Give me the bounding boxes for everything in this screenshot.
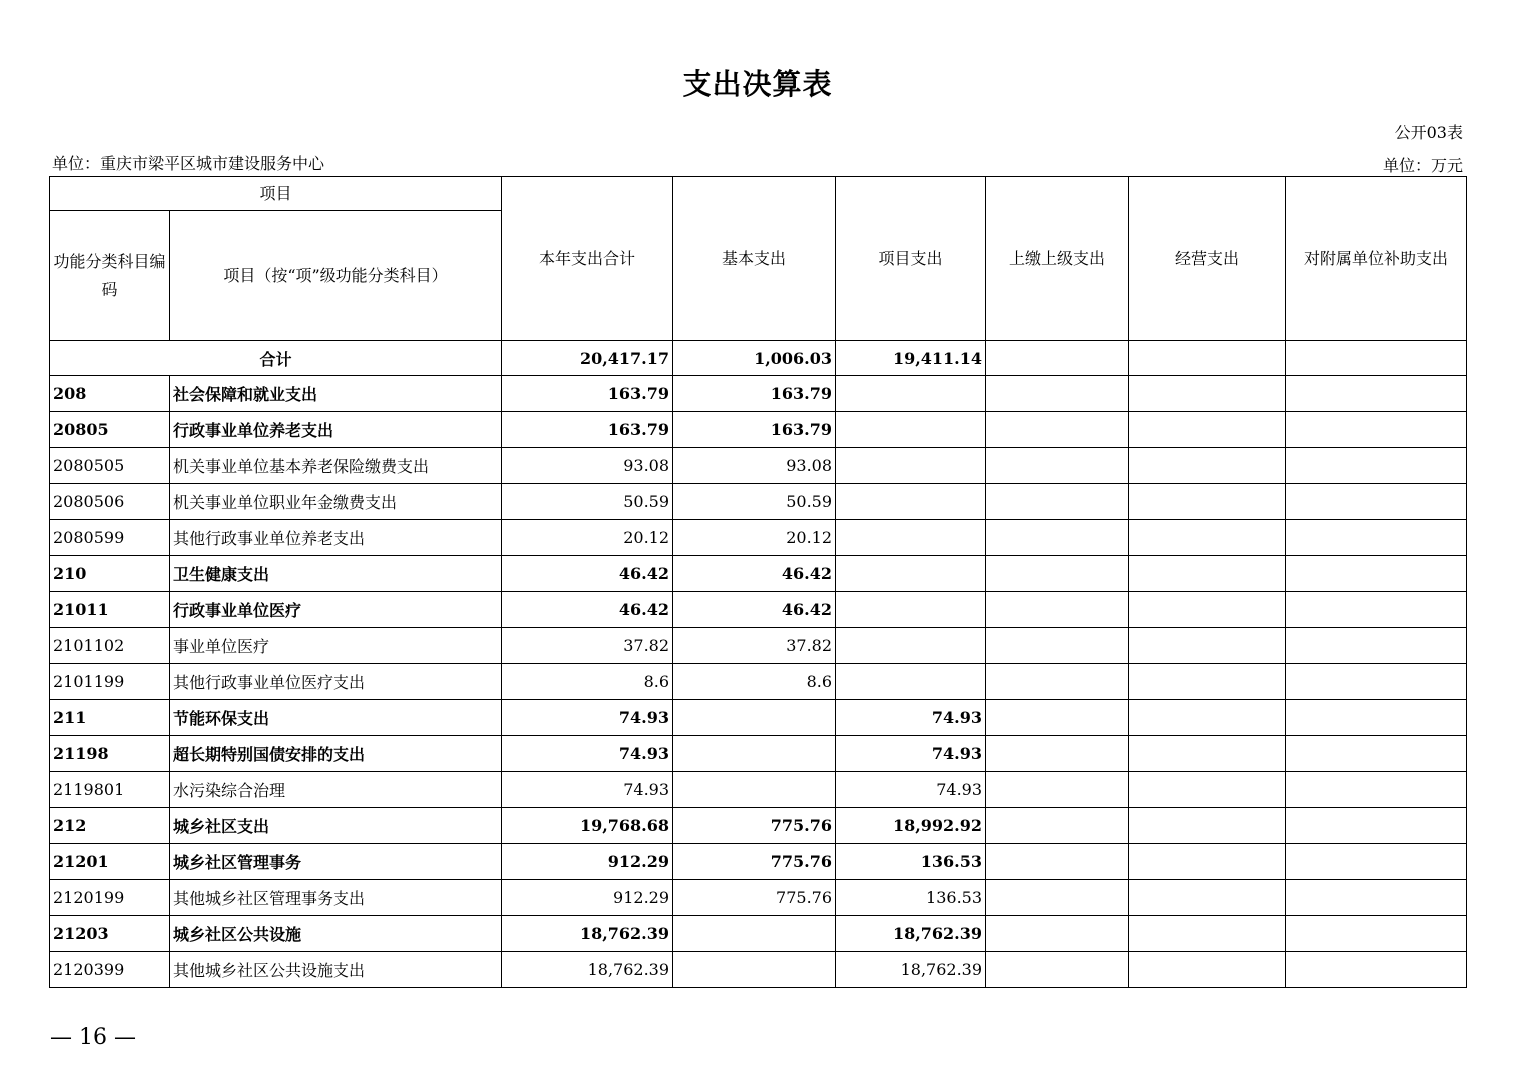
row-superior [986,520,1129,556]
row-project: 18,992.92 [836,808,986,844]
row-superior [986,484,1129,520]
row-superior [986,664,1129,700]
header-subsidiary: 对附属单位补助支出 [1286,177,1467,341]
row-name: 城乡社区支出 [170,808,502,844]
row-business [1129,844,1286,880]
total-project: 19,411.14 [836,341,986,376]
table-row [50,556,1467,592]
table-row [50,952,1467,988]
row-total: 74.93 [502,700,673,736]
row-name: 行政事业单位医疗 [170,592,502,628]
row-subsidiary [1286,376,1467,412]
row-business [1129,808,1286,844]
total-superior [986,341,1129,376]
row-subsidiary [1286,448,1467,484]
row-basic: 20.12 [673,520,836,556]
row-basic: 46.42 [673,592,836,628]
row-code: 2101199 [50,664,170,700]
row-project [836,412,986,448]
row-basic: 775.76 [673,844,836,880]
row-total: 163.79 [502,412,673,448]
row-name: 其他城乡社区公共设施支出 [170,952,502,988]
total-total: 20,417.17 [502,341,673,376]
row-total: 50.59 [502,484,673,520]
table-row [50,376,1467,412]
row-business [1129,628,1286,664]
row-basic: 46.42 [673,556,836,592]
row-project [836,484,986,520]
row-name: 城乡社区管理事务 [170,844,502,880]
row-code: 2119801 [50,772,170,808]
row-project: 18,762.39 [836,916,986,952]
row-name: 其他城乡社区管理事务支出 [170,880,502,916]
row-subsidiary [1286,772,1467,808]
row-code: 21011 [50,592,170,628]
row-basic [673,916,836,952]
row-code: 210 [50,556,170,592]
row-superior [986,880,1129,916]
row-superior [986,592,1129,628]
total-row [50,341,1467,376]
row-name: 其他行政事业单位养老支出 [170,520,502,556]
row-basic [673,952,836,988]
row-subsidiary [1286,952,1467,988]
header-project: 项目 [50,177,502,211]
row-subsidiary [1286,520,1467,556]
table-row [50,772,1467,808]
table-row [50,736,1467,772]
row-superior [986,556,1129,592]
row-total: 18,762.39 [502,916,673,952]
row-name: 机关事业单位基本养老保险缴费支出 [170,448,502,484]
row-business [1129,952,1286,988]
row-code: 211 [50,700,170,736]
row-code: 2101102 [50,628,170,664]
row-business [1129,592,1286,628]
table-row [50,628,1467,664]
header-project-expenditure: 项目支出 [836,177,986,341]
row-total: 912.29 [502,844,673,880]
unit-currency: 单位：万元 [1382,156,1463,175]
total-basic: 1,006.03 [673,341,836,376]
form-number: 公开03表 [1394,123,1463,142]
table-row [50,448,1467,484]
unit-organization: 单位：重庆市梁平区城市建设服务中心 [52,154,325,173]
row-basic: 163.79 [673,376,836,412]
row-name: 超长期特别国债安排的支出 [170,736,502,772]
row-basic: 8.6 [673,664,836,700]
row-total: 912.29 [502,880,673,916]
row-total: 74.93 [502,772,673,808]
row-code: 208 [50,376,170,412]
row-basic: 50.59 [673,484,836,520]
row-project: 136.53 [836,880,986,916]
row-code: 2080505 [50,448,170,484]
row-basic: 163.79 [673,412,836,448]
header-basic: 基本支出 [673,177,836,341]
header-business: 经营支出 [1129,177,1286,341]
row-name: 水污染综合治理 [170,772,502,808]
table-row [50,664,1467,700]
row-subsidiary [1286,412,1467,448]
row-project [836,376,986,412]
row-basic: 775.76 [673,808,836,844]
table-row [50,484,1467,520]
row-project: 74.93 [836,772,986,808]
row-subsidiary [1286,556,1467,592]
row-business [1129,484,1286,520]
table-row [50,916,1467,952]
row-subsidiary [1286,592,1467,628]
row-name: 社会保障和就业支出 [170,376,502,412]
row-subsidiary [1286,664,1467,700]
table-row [50,412,1467,448]
row-superior [986,772,1129,808]
table-row [50,520,1467,556]
row-subsidiary [1286,880,1467,916]
row-superior [986,628,1129,664]
row-total: 163.79 [502,376,673,412]
row-code: 21203 [50,916,170,952]
row-code: 2120399 [50,952,170,988]
row-superior [986,808,1129,844]
row-total: 8.6 [502,664,673,700]
row-business [1129,700,1286,736]
row-superior [986,844,1129,880]
row-basic [673,772,836,808]
row-business [1129,448,1286,484]
row-business [1129,664,1286,700]
row-superior [986,376,1129,412]
row-business [1129,916,1286,952]
row-code: 2080506 [50,484,170,520]
row-subsidiary [1286,916,1467,952]
row-name: 行政事业单位养老支出 [170,412,502,448]
row-superior [986,448,1129,484]
header-code: 功能分类科目编码 [50,211,170,341]
row-total: 20.12 [502,520,673,556]
row-superior [986,916,1129,952]
row-business [1129,376,1286,412]
row-business [1129,736,1286,772]
row-code: 212 [50,808,170,844]
row-name: 城乡社区公共设施 [170,916,502,952]
row-total: 18,762.39 [502,952,673,988]
row-name: 节能环保支出 [170,700,502,736]
row-project: 18,762.39 [836,952,986,988]
row-code: 21198 [50,736,170,772]
total-subsidiary [1286,341,1467,376]
table-row [50,700,1467,736]
row-total: 19,768.68 [502,808,673,844]
row-subsidiary [1286,736,1467,772]
row-superior [986,736,1129,772]
row-project [836,520,986,556]
row-project [836,628,986,664]
row-superior [986,952,1129,988]
row-subsidiary [1286,484,1467,520]
row-subsidiary [1286,844,1467,880]
page-title: 支出决算表 [682,67,833,101]
row-basic: 93.08 [673,448,836,484]
row-basic: 37.82 [673,628,836,664]
row-business [1129,880,1286,916]
row-subsidiary [1286,628,1467,664]
row-name: 卫生健康支出 [170,556,502,592]
row-basic: 775.76 [673,880,836,916]
row-project [836,448,986,484]
expenditure-table [49,176,1467,988]
header-total: 本年支出合计 [502,177,673,341]
row-basic [673,700,836,736]
row-superior [986,412,1129,448]
row-basic [673,736,836,772]
row-project [836,664,986,700]
row-name: 机关事业单位职业年金缴费支出 [170,484,502,520]
row-subsidiary [1286,808,1467,844]
row-business [1129,556,1286,592]
page-number: — 16 — [50,1025,136,1050]
row-name: 其他行政事业单位医疗支出 [170,664,502,700]
row-project [836,556,986,592]
row-subsidiary [1286,700,1467,736]
row-superior [986,700,1129,736]
row-name: 事业单位医疗 [170,628,502,664]
row-code: 20805 [50,412,170,448]
row-project: 74.93 [836,736,986,772]
total-label: 合计 [50,341,502,376]
table-row [50,592,1467,628]
row-business [1129,412,1286,448]
header-superior: 上缴上级支出 [986,177,1129,341]
row-project: 74.93 [836,700,986,736]
row-total: 93.08 [502,448,673,484]
row-project [836,592,986,628]
row-code: 2120199 [50,880,170,916]
row-code: 21201 [50,844,170,880]
row-total: 46.42 [502,592,673,628]
row-business [1129,520,1286,556]
row-project: 136.53 [836,844,986,880]
header-name: 项目（按“项”级功能分类科目） [170,211,502,341]
row-total: 74.93 [502,736,673,772]
table-row [50,808,1467,844]
table-row [50,844,1467,880]
row-total: 46.42 [502,556,673,592]
total-business [1129,341,1286,376]
row-total: 37.82 [502,628,673,664]
table-row [50,880,1467,916]
row-business [1129,772,1286,808]
row-code: 2080599 [50,520,170,556]
